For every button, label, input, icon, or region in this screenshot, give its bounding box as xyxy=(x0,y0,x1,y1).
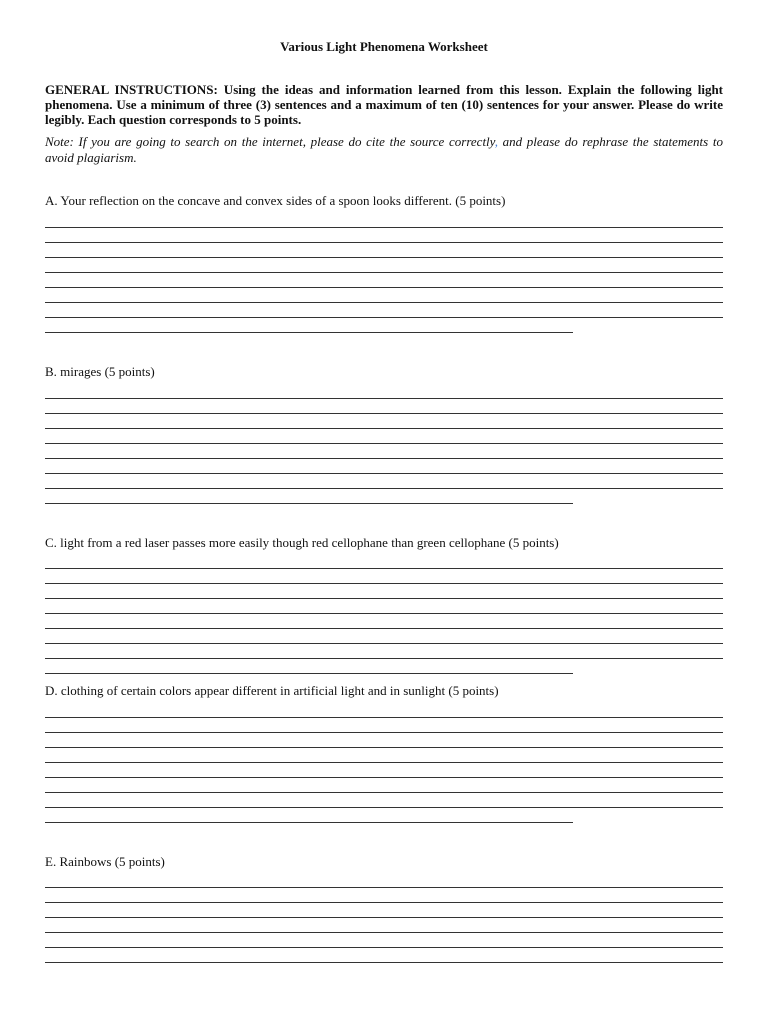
answer-line xyxy=(45,962,723,963)
question-d: D. clothing of certain colors appear different in artificial light and in sunlight (5 points) xyxy=(45,683,499,698)
answer-line xyxy=(45,598,723,599)
question-e: E. Rainbows (5 points) xyxy=(45,854,165,869)
answer-line xyxy=(45,613,723,614)
answer-line xyxy=(45,428,723,429)
answer-line xyxy=(45,732,723,733)
answer-line-short xyxy=(45,822,573,823)
note-text-2: and please do rephrase the statements to avoid plagiarism. xyxy=(45,134,723,165)
answer-line xyxy=(45,777,723,778)
answer-line xyxy=(45,227,723,228)
answer-line xyxy=(45,643,723,644)
answer-line xyxy=(45,287,723,288)
answer-line xyxy=(45,628,723,629)
answer-line-short xyxy=(45,673,573,674)
answer-line xyxy=(45,917,723,918)
answer-line xyxy=(45,473,723,474)
note-text-1: Note: If you are going to search on the internet, please do cite the source correctly xyxy=(45,134,495,149)
answer-line xyxy=(45,902,723,903)
answer-line xyxy=(45,747,723,748)
answer-line xyxy=(45,272,723,273)
answer-line xyxy=(45,583,723,584)
note-comma: , xyxy=(494,134,498,149)
answer-line xyxy=(45,413,723,414)
answer-line xyxy=(45,658,723,659)
question-b: B. mirages (5 points) xyxy=(45,364,155,379)
answer-line xyxy=(45,317,723,318)
answer-line xyxy=(45,762,723,763)
answer-line xyxy=(45,488,723,489)
answer-line xyxy=(45,887,723,888)
instructions-label: GENERAL INSTRUCTIONS: xyxy=(45,82,218,97)
instructions-text: Using the ideas and information learned from this lesson. Explain the following light phenomena. Use a minimum of three (3) sentences and a maximum of ten (10) sentences for your answer. Please do write legibly. Each question corresponds to 5 points. xyxy=(45,82,724,127)
question-c: C. light from a red laser passes more easily though red cellophane than green cellophane (5 points) xyxy=(45,535,559,550)
answer-line xyxy=(45,398,723,399)
answer-line xyxy=(45,807,723,808)
note xyxy=(45,134,723,166)
answer-line-short xyxy=(45,332,573,333)
answer-line xyxy=(45,568,723,569)
answer-line xyxy=(45,792,723,793)
worksheet-title: Various Light Phenomena Worksheet xyxy=(280,39,488,54)
answer-line xyxy=(45,242,723,243)
answer-line-short xyxy=(45,503,573,504)
answer-line xyxy=(45,302,723,303)
answer-line xyxy=(45,717,723,718)
answer-line xyxy=(45,257,723,258)
answer-line xyxy=(45,443,723,444)
answer-line xyxy=(45,932,723,933)
answer-line xyxy=(45,947,723,948)
question-a: A. Your reflection on the concave and convex sides of a spoon looks different. (5 points) xyxy=(45,193,506,208)
answer-line xyxy=(45,458,723,459)
general-instructions xyxy=(45,82,723,127)
